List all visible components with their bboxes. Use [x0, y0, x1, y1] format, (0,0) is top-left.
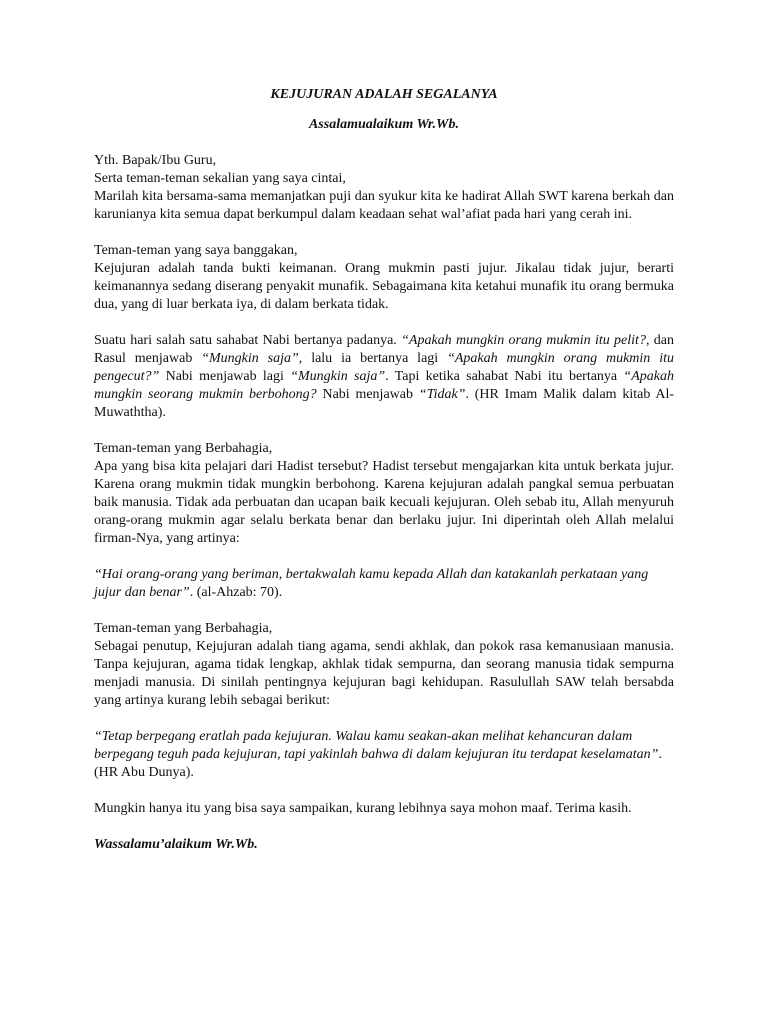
- section-1: [94, 242, 674, 314]
- hadith-1-text-5: . Tapi ketika sahabat Nabi itu bertanya: [385, 369, 624, 384]
- verse-source: . (al-Ahzab: 70).: [189, 585, 283, 600]
- hadith-1-quote-4: “Mungkin saja”: [290, 369, 386, 384]
- salutation-friends: Serta teman-teman sekalian yang saya cintai,: [94, 171, 346, 186]
- opening-greeting: Assalamualaikum Wr.Wb.: [308, 117, 460, 132]
- verse-paragraph: [94, 566, 674, 602]
- section-3-paragraph: Sebagai penutup, Kejujuran adalah tiang agama, sendi akhlak, dan pokok rasa kemanusiaan manusia. Tanpa kejujuran, agama tidak lengkap, akhlak tidak sempurna, dan seorang manusia tidak sempurna menjadi manusia. Di sinilah pentingnya kejujuran bagi kehidupan. Rasulullah SAW telah bersabda yang artinya kurang lebih sebagai berikut:: [94, 639, 674, 708]
- hadith-1-quote-6: “Tidak”: [418, 387, 466, 402]
- hadith-1-quote-2: “Mungkin saja”: [201, 351, 299, 366]
- hadith-2-quote: “Tetap berpegang eratlah pada kejujuran. Walau kamu seakan-akan melihat kehancuran dalam berpegang teguh pada kejujuran, tapi yakinlah bahwa di dalam kejujuran itu terdapat keselamatan”: [94, 729, 659, 762]
- section-1-paragraph: Kejujuran adalah tanda bukti keimanan. Orang mukmin pasti jujur. Jikalau tidak jujur, berarti keimanannya sedang diserang penyakit munafik. Sebagaimana kita ketahui munafik itu orang bermuka dua, yang di luar berkata iya, di dalam berkata tidak.: [94, 261, 674, 312]
- hadith-1-text-1: Suatu hari salah satu sahabat Nabi bertanya padanya.: [94, 333, 402, 348]
- section-3-salutation: Teman-teman yang Berbahagia,: [94, 621, 273, 636]
- hadith-1-text-2: , dan Rasul menjawab: [94, 333, 674, 366]
- opening-section: [94, 152, 674, 224]
- hadith-1-quote-3: “Apakah mungkin orang mukmin itu pengecut?”: [94, 351, 674, 384]
- hadith-2-section: [94, 728, 674, 782]
- hadith-2-paragraph: [94, 728, 674, 782]
- document-title: KEJUJURAN ADALAH SEGALANYA: [270, 87, 498, 102]
- hadith-1-paragraph: [94, 332, 674, 422]
- salutation-teachers: Yth. Bapak/Ibu Guru,: [94, 153, 217, 168]
- document-body: [94, 86, 674, 854]
- closing-section: [94, 800, 674, 818]
- section-3: [94, 620, 674, 710]
- opening-paragraph: Marilah kita bersama-sama memanjatkan puji dan syukur kita ke hadirat Allah SWT karena berkah dan karunianya kita semua dapat berkumpul dalam keadaan sehat wal’afiat pada hari yang cerah ini.: [94, 189, 674, 222]
- section-2: [94, 440, 674, 548]
- verse-quote: “Hai orang-orang yang beriman, bertakwalah kamu kepada Allah dan katakanlah perkataan yang jujur dan benar”: [94, 567, 649, 600]
- hadith-1-text-7: . (HR Imam Malik dalam kitab Al-Muwaththa).: [94, 387, 675, 420]
- hadith-1-quote-5: “Apakah mungkin seorang mukmin berbohong?: [94, 369, 674, 402]
- closing-paragraph: Mungkin hanya itu yang bisa saya sampaikan, kurang lebihnya saya mohon maaf. Terima kasih.: [94, 801, 632, 816]
- section-1-salutation: Teman-teman yang saya banggakan,: [94, 243, 298, 258]
- section-2-salutation: Teman-teman yang Berbahagia,: [94, 441, 273, 456]
- hadith-1-text-3: , lalu ia bertanya lagi: [298, 351, 448, 366]
- hadith-1-text-4: Nabi menjawab lagi: [159, 369, 291, 384]
- hadith-1-section: [94, 332, 674, 422]
- closing-greeting: Wassalamu’alaikum Wr.Wb.: [94, 837, 258, 852]
- hadith-1-quote-1: “Apakah mungkin orang mukmin itu pelit?: [401, 333, 646, 348]
- hadith-1-text-6: Nabi menjawab: [316, 387, 419, 402]
- hadith-2-source: . (HR Abu Dunya).: [94, 747, 662, 780]
- section-2-paragraph: Apa yang bisa kita pelajari dari Hadist tersebut? Hadist tersebut mengajarkan kita untuk berkata jujur. Karena orang mukmin tidak mungkin berbohong. Karena kejujuran adalah pangkal semua perbuatan baik manusia. Tidak ada perbuatan dan ucapan baik kecuali kejujuran. Oleh sebab itu, Allah menyuruh orang-orang mukmin agar selalu berkata benar dan berlaku jujur. Ini diperintah oleh Allah melalui firman-Nya, yang artinya:: [94, 459, 674, 546]
- verse-section: [94, 566, 674, 602]
